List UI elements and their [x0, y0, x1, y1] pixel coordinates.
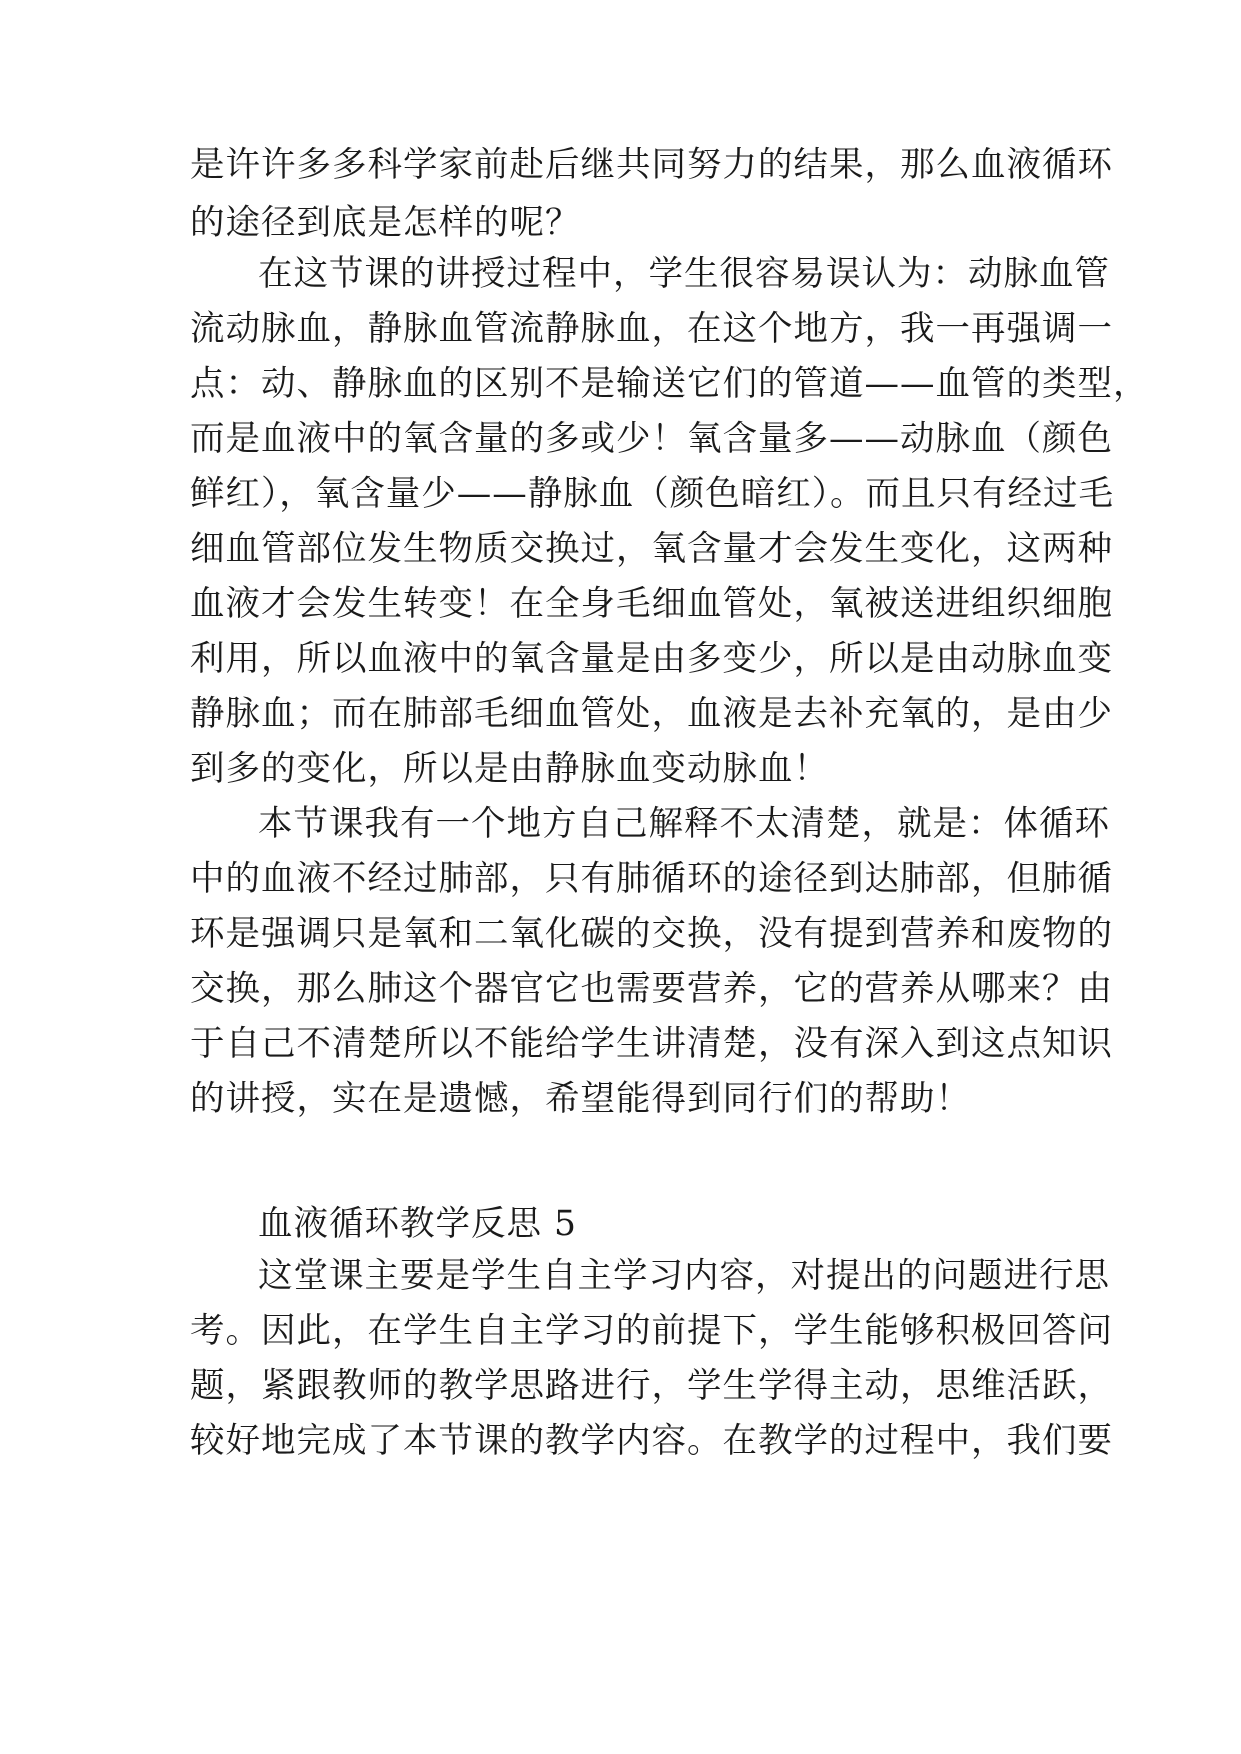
- text-line: 到多的变化，所以是由静脉血变动脉血！: [190, 749, 829, 789]
- text-line: 于自己不清楚所以不能给学生讲清楚，没有深入到这点知识: [190, 1024, 1113, 1064]
- text-line: 流动脉血，静脉血管流静脉血，在这个地方，我一再强调一: [190, 309, 1113, 349]
- text-line: 鲜红），氧含量少——静脉血（颜色暗红）。而且只有经过毛: [190, 474, 1114, 514]
- text-line: 点：动、静脉血的区别不是输送它们的管道——血管的类型，: [190, 364, 1149, 404]
- text-line: 题，紧跟教师的教学思路进行，学生学得主动，思维活跃，: [190, 1366, 1113, 1406]
- text-line: 血液才会发生转变！在全身毛细血管处，氧被送进组织细胞: [190, 584, 1113, 624]
- text-line: 的途径到底是怎样的呢？: [190, 203, 581, 243]
- paragraph-first-line: 在这节课的讲授过程中，学生很容易误认为：动脉血管: [258, 254, 1110, 294]
- text-line: 交换，那么肺这个器官它也需要营养，它的营养从哪来？由: [190, 969, 1113, 1009]
- text-line: 利用，所以血液中的氧含量是由多变少，所以是由动脉血变: [190, 639, 1113, 679]
- text-line: 的讲授，实在是遗憾，希望能得到同行们的帮助！: [190, 1079, 971, 1119]
- text-line: 细血管部位发生物质交换过，氧含量才会发生变化，这两种: [190, 529, 1113, 569]
- paragraph-first-line: 本节课我有一个地方自己解释不太清楚，就是：体循环: [258, 804, 1110, 844]
- text-line: 静脉血；而在肺部毛细血管处，血液是去补充氧的，是由少: [190, 694, 1113, 734]
- text-line: 是许许多多科学家前赴后继共同努力的结果，那么血液循环: [190, 145, 1113, 185]
- text-line: 考。因此，在学生自主学习的前提下，学生能够积极回答问: [190, 1311, 1113, 1351]
- text-line: 环是强调只是氧和二氧化碳的交换，没有提到营养和废物的: [190, 914, 1113, 954]
- text-line: 中的血液不经过肺部，只有肺循环的途径到达肺部，但肺循: [190, 859, 1113, 899]
- paragraph-first-line: 这堂课主要是学生自主学习内容，对提出的问题进行思: [258, 1256, 1110, 1296]
- text-line: 较好地完成了本节课的教学内容。在教学的过程中，我们要: [190, 1421, 1113, 1461]
- section-heading: 血液循环教学反思 5: [258, 1204, 577, 1244]
- text-line: 而是血液中的氧含量的多或少！氧含量多——动脉血（颜色: [190, 419, 1113, 459]
